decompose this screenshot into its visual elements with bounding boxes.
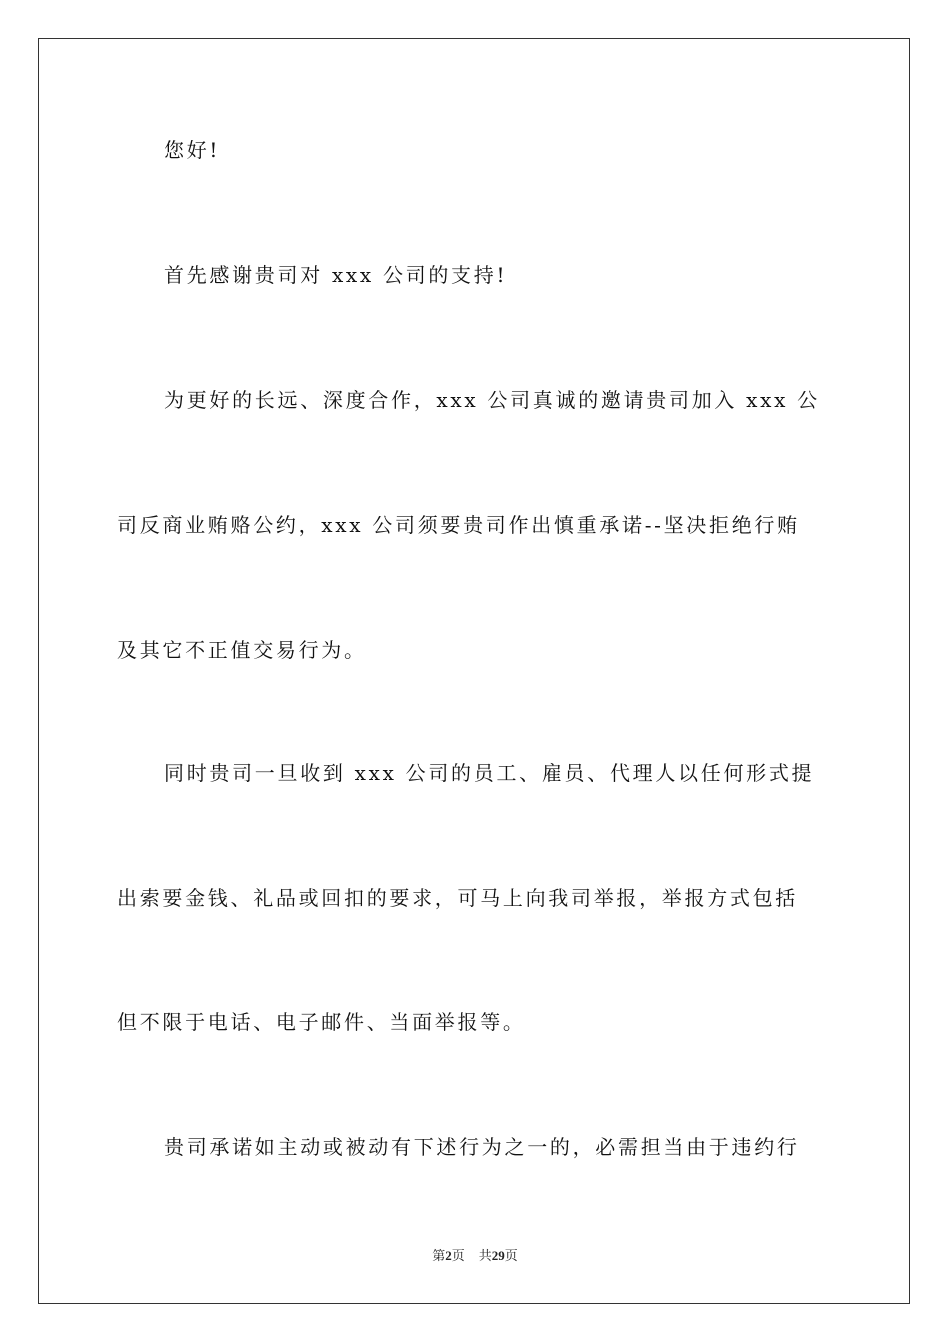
paragraph-line: 司反商业贿赂公约，xxx 公司须要贵司作出慎重承诺--坚决拒绝行贿: [117, 513, 800, 537]
page-unit: 页: [451, 1248, 465, 1263]
paragraph-line: 同时贵司一旦收到 xxx 公司的员工、雇员、代理人以任何形式提: [164, 761, 815, 785]
page-footer: [0, 1247, 950, 1265]
greeting-line: 您好!: [164, 138, 221, 162]
total-prefix: 共: [478, 1248, 492, 1263]
paragraph-line: 但不限于电话、电子邮件、当面举报等。: [117, 1010, 526, 1034]
page-border: [38, 38, 910, 1304]
page-number: 2: [445, 1248, 452, 1263]
paragraph-line: 首先感谢贵司对 xxx 公司的支持!: [164, 263, 508, 287]
paragraph-line: 及其它不正值交易行为。: [117, 638, 367, 662]
paragraph-line: 贵司承诺如主动或被动有下述行为之一的，必需担当由于违约行: [164, 1135, 800, 1159]
total-pages: 29: [491, 1248, 505, 1263]
total-unit: 页: [504, 1248, 518, 1263]
page-prefix: 第: [432, 1248, 446, 1263]
paragraph-line: 出索要金钱、礼品或回扣的要求，可马上向我司举报，举报方式包括: [117, 886, 798, 910]
paragraph-line: 为更好的长远、深度合作，xxx 公司真诚的邀请贵司加入 xxx 公: [164, 388, 820, 412]
